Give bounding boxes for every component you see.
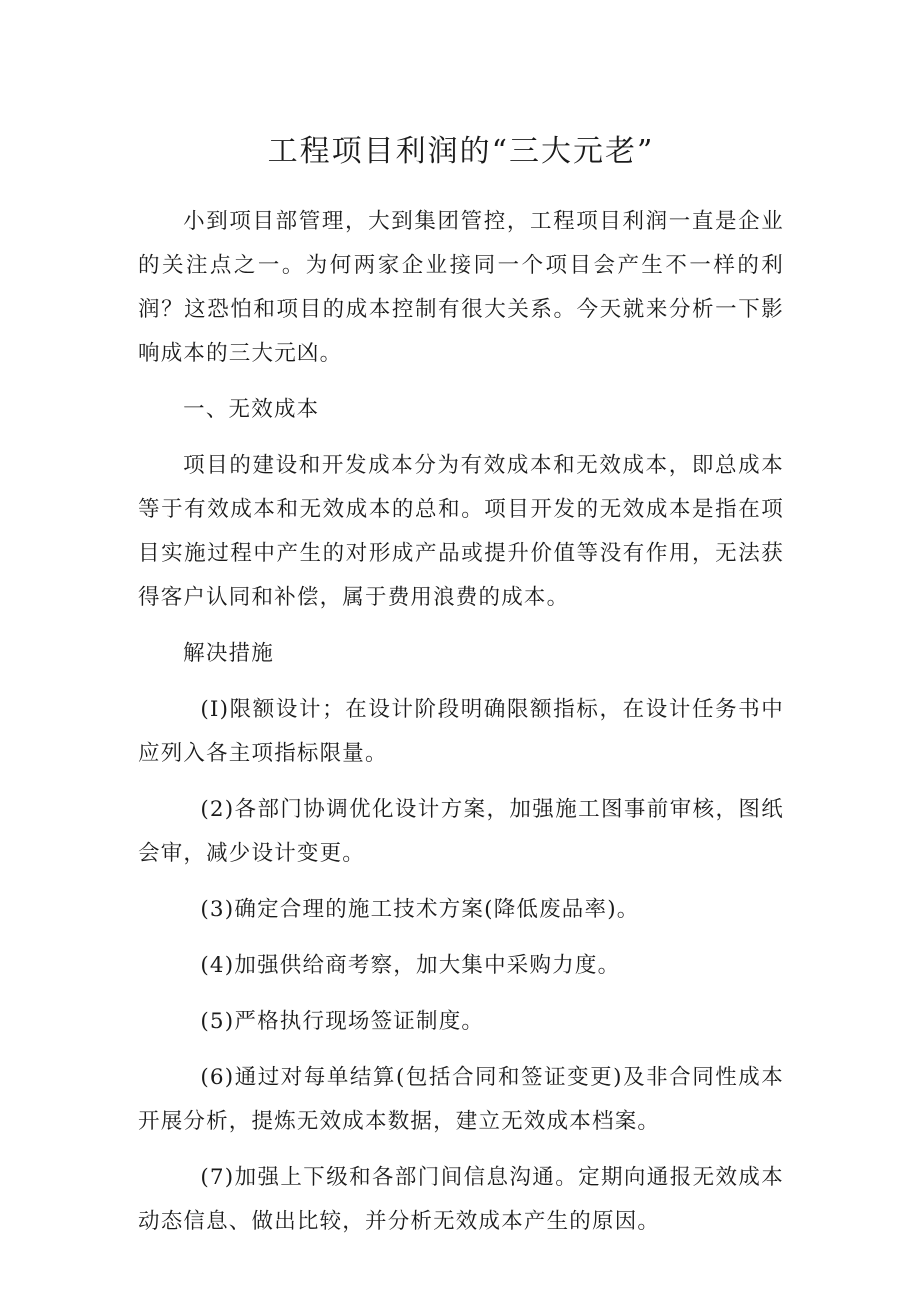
solution-item-6: (6)通过对每单结算(包括合同和签证变更)及非合同性成本开展分析，提炼无效成本数据，建立无效成本档案。: [138, 1065, 784, 1134]
solutions-heading: 解决措施: [183, 641, 274, 666]
solution-item-7: (7)加强上下级和各部门间信息沟通。定期向通报无效成本动态信息、做出比较，并分析无效成本产生的原因。: [138, 1165, 784, 1234]
solution-item-5: (5)严格执行现场签证制度。: [200, 1009, 485, 1034]
solution-item-4: (4)加强供给商考察，加大集中采购力度。: [200, 953, 621, 978]
invalid-cost-definition-paragraph: 项目的建设和开发成本分为有效成本和无效成本，即总成本等于有效成本和无效成本的总和。项目开发的无效成本是指在项目实施过程中产生的对形成产品或提升价值等没有作用，无法获得客户认同和补偿，属于费用浪费的成本。: [138, 453, 784, 610]
solution-item-1: (I)限额设计；在设计阶段明确限额指标，在设计任务书中应列入各主项指标限量。: [138, 697, 784, 766]
document-page: [138, 126, 784, 1244]
intro-paragraph: 小到项目部管理，大到集团管控，工程项目利润一直是企业的关注点之一。为何两家企业接同一个项目会产生不一样的利润？这恐怕和项目的成本控制有很大关系。今天就来分析一下影响成本的三大元凶。: [138, 209, 784, 366]
document-title: 工程项目利润的“三大元老”: [267, 134, 655, 169]
section-heading-invalid-cost: 一、无效成本: [183, 397, 320, 422]
solution-item-2: (2)各部门协调优化设计方案，加强施工图事前审核，图纸会审，减少设计变更。: [138, 797, 784, 866]
solution-item-3: (3)确定合理的施工技术方案(降低废品率)。: [200, 897, 640, 922]
